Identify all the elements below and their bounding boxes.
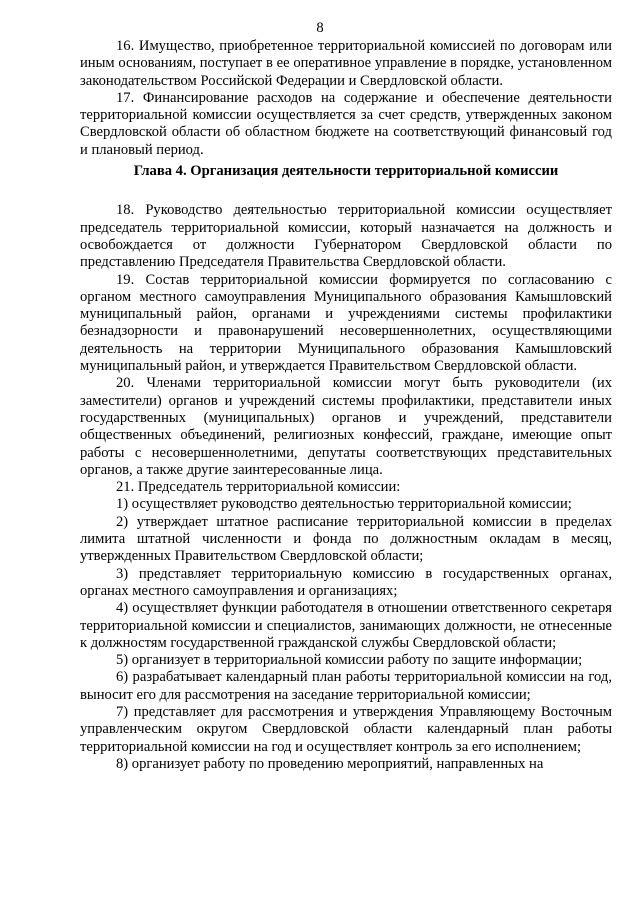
list-item-6: 6) разрабатывает календарный план работы территориальной комиссии на год, выносит его для рассмотрения на заседание территориальной комиссии; [80,669,612,703]
list-item-2: 2) утверждает штатное расписание территориальной комиссии в пределах лимита штатной численности и фонда по должностным окладам в месяц, утвержденных Правительством Свердловской области; [80,513,612,565]
list-item-8: 8) организует работу по проведению мероприятий, направленных на [116,755,544,772]
list-item-5: 5) организует в территориальной комиссии работу по защите информации; [116,652,583,669]
list-item-7: 7) представляет для рассмотрения и утверждения Управляющему Восточным управленческим округом Свердловской области календарный план работы территориальной комиссии на год и осуществляет контроль за его исполнением; [80,703,612,755]
list-item-4: 4) осуществляет функции работодателя в отношении ответственного секретаря территориальной комиссии и специалистов, занимающих должности, не отнесенные к должностям государственной гражданской службы Свердловской области; [80,600,612,651]
paragraph-16: 16. Имущество, приобретенное территориальной комиссией по договорам или иным основаниям, поступает в ее оперативное управление в порядке, установленном законодательством Российской Федерации и Свердловской области. [80,38,612,89]
paragraph-17: 17. Финансирование расходов на содержание и обеспечение деятельности территориальной комиссии осуществляется за счет средств, утвержденных законом Свердловской области об областном бюджете на соответствующий финансовый год и плановый период. [80,89,612,158]
list-item-3: 3) представляет территориальную комиссию в государственных органах, органах местного самоуправления и организациях; [80,565,612,599]
paragraph-19: 19. Состав территориальной комиссии формируется по согласованию с органом местного самоуправления Муниципального образования Камышловский муниципальный район, органами и учреждениями системы профилактики безнадзорности и правонарушений несовершеннолетних, осуществляющими деятельность на территории Муниципального образования Камышловский муниципальный район, и утверждается Правительством Свердловской области. [80,271,612,375]
page-number: 8 [316,20,324,36]
document-body [80,38,612,773]
list-item-1: 1) осуществляет руководство деятельностью территориальной комиссии; [116,496,572,513]
paragraph-21: 21. Председатель территориальной комиссии: [116,479,401,496]
chapter-title: Глава 4. Организация деятельности территориальной комиссии [133,163,559,180]
paragraph-20: 20. Членами территориальной комиссии могут быть руководители (их заместители) органов и учреждений системы профилактики, представители иных государственных (муниципальных) органов и учреждений, представители общественных объединений, религиозных конфессий, граждане, имеющие опыт работы с несовершеннолетними, депутаты соответствующих представительных органов, а также другие заинтересованные лица. [80,375,612,478]
paragraph-18: 18. Руководство деятельностью территориальной комиссии осуществляет председатель территориальной комиссии, который назначается на должность и освобождается от должности Губернатором Свердловской области по представлению Председателя Правительства Свердловской области. [80,202,612,271]
